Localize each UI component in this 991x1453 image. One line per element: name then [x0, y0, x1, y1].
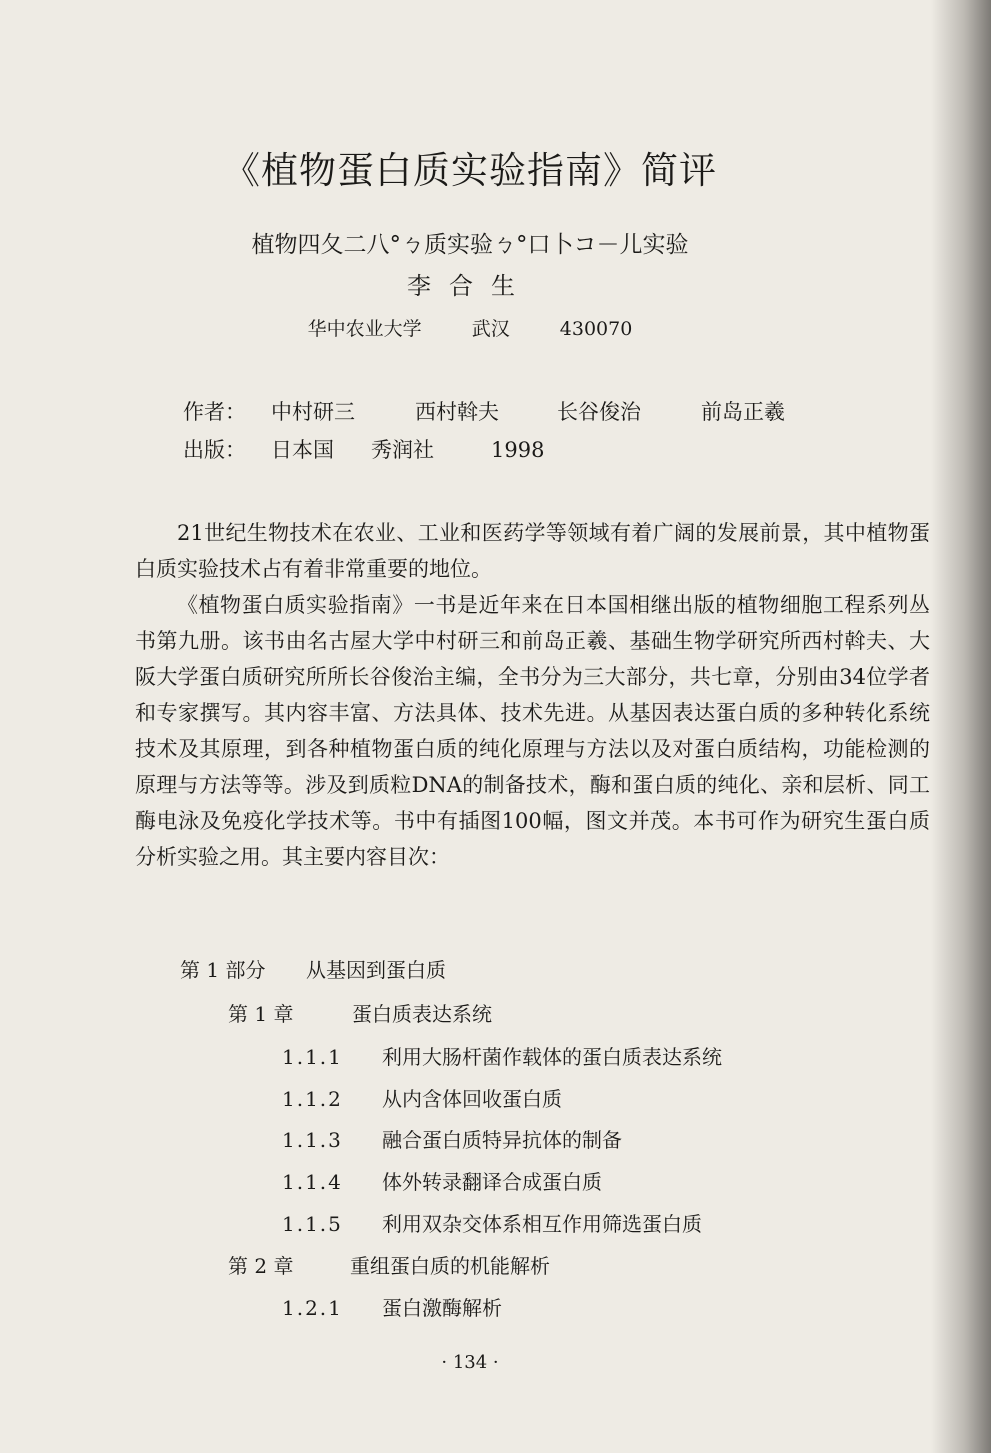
- toc-section-entry: [282, 1084, 562, 1114]
- toc-number: 1.1.1: [282, 1045, 343, 1069]
- book-publisher-line: [183, 434, 544, 464]
- toc-number: 第 1 部分: [180, 958, 266, 982]
- article-subtitle: 植物四夂二八°ㄅ质实验ㄅ°口卜コ－儿实验: [251, 232, 689, 258]
- affiliation-institution: 华中农业大学: [307, 318, 422, 340]
- toc-number: 1.1.4: [282, 1170, 343, 1194]
- toc-section-entry: [282, 1293, 502, 1323]
- article-author: 李合生: [407, 272, 533, 300]
- toc-section-entry: [282, 1125, 622, 1155]
- toc-text: 融合蛋白质特异抗体的制备: [382, 1128, 622, 1152]
- toc-chapter-entry: [228, 999, 492, 1029]
- toc-text: 体外转录翻译合成蛋白质: [382, 1170, 602, 1194]
- body-paragraph: 21世纪生物技术在农业、工业和医药学等领域有着广阔的发展前景，其中植物蛋白质实验技术占有着非常重要的地位。: [135, 521, 930, 581]
- toc-number: 第 2 章: [228, 1254, 294, 1278]
- toc-text: 从基因到蛋白质: [306, 958, 446, 982]
- toc-text: 利用双杂交体系相互作用筛选蛋白质: [382, 1212, 702, 1236]
- author-affiliation: [0, 314, 940, 341]
- toc-number: 1.1.3: [282, 1128, 343, 1152]
- toc-number: 1.1.5: [282, 1212, 343, 1236]
- body-paragraph: 《植物蛋白质实验指南》一书是近年来在日本国相继出版的植物细胞工程系列丛书第九册。该书由名古屋大学中村研三和前岛正羲、基础生物学研究所西村斡夫、大阪大学蛋白质研究所所长谷俊治主编，全书分为三大部分，共七章，分别由34位学者和专家撰写。其内容丰富、方法具体、技术先进。从基因表达蛋白质的多种转化系统技术及其原理，到各种植物蛋白质的纯化原理与方法以及对蛋白质结构，功能检测的原理与方法等等。涉及到质粒DNA的制备技术，酶和蛋白质的纯化、亲和层析、同工酶电泳及免疫化学技术等。书中有插图100幅，图文并茂。本书可作为研究生蛋白质分析实验之用。其主要内容目次：: [135, 593, 930, 869]
- book-authors-line: [183, 396, 785, 426]
- toc-number: 第 1 章: [228, 1002, 294, 1026]
- toc-text: 利用大肠杆菌作载体的蛋白质表达系统: [382, 1045, 722, 1069]
- book-publisher-country: 日本国: [271, 438, 334, 462]
- toc-text: 蛋白激酶解析: [382, 1296, 502, 1320]
- toc-section-entry: [282, 1167, 602, 1197]
- article-title: 《植物蛋白质实验指南》简评: [223, 149, 717, 192]
- book-author-name: 中村研三: [271, 400, 355, 424]
- toc-text: 蛋白质表达系统: [352, 1002, 492, 1026]
- page-number: · 134 ·: [441, 1352, 499, 1373]
- toc-part-entry: [180, 955, 446, 985]
- book-author-name: 西村斡夫: [415, 400, 499, 424]
- toc-section-entry: [282, 1209, 702, 1239]
- affiliation-postcode: 430070: [559, 318, 633, 340]
- toc-text: 从内含体回收蛋白质: [382, 1087, 562, 1111]
- book-author-name: 长谷俊治: [557, 400, 641, 424]
- book-publisher-year: 1998: [491, 438, 545, 462]
- toc-chapter-entry: [228, 1251, 550, 1281]
- toc-text: 重组蛋白质的机能解析: [350, 1254, 550, 1278]
- book-authors-label: 作者：: [183, 400, 246, 424]
- toc-section-entry: [282, 1042, 722, 1072]
- toc-number: 1.2.1: [282, 1296, 343, 1320]
- book-author-name: 前岛正羲: [701, 400, 785, 424]
- article-body: [135, 515, 930, 875]
- book-publisher-name: 秀润社: [371, 438, 434, 462]
- toc-number: 1.1.2: [282, 1087, 343, 1111]
- book-publisher-label: 出版：: [183, 438, 246, 462]
- book-spine-shadow: [931, 0, 991, 1453]
- affiliation-city: 武汉: [471, 318, 510, 340]
